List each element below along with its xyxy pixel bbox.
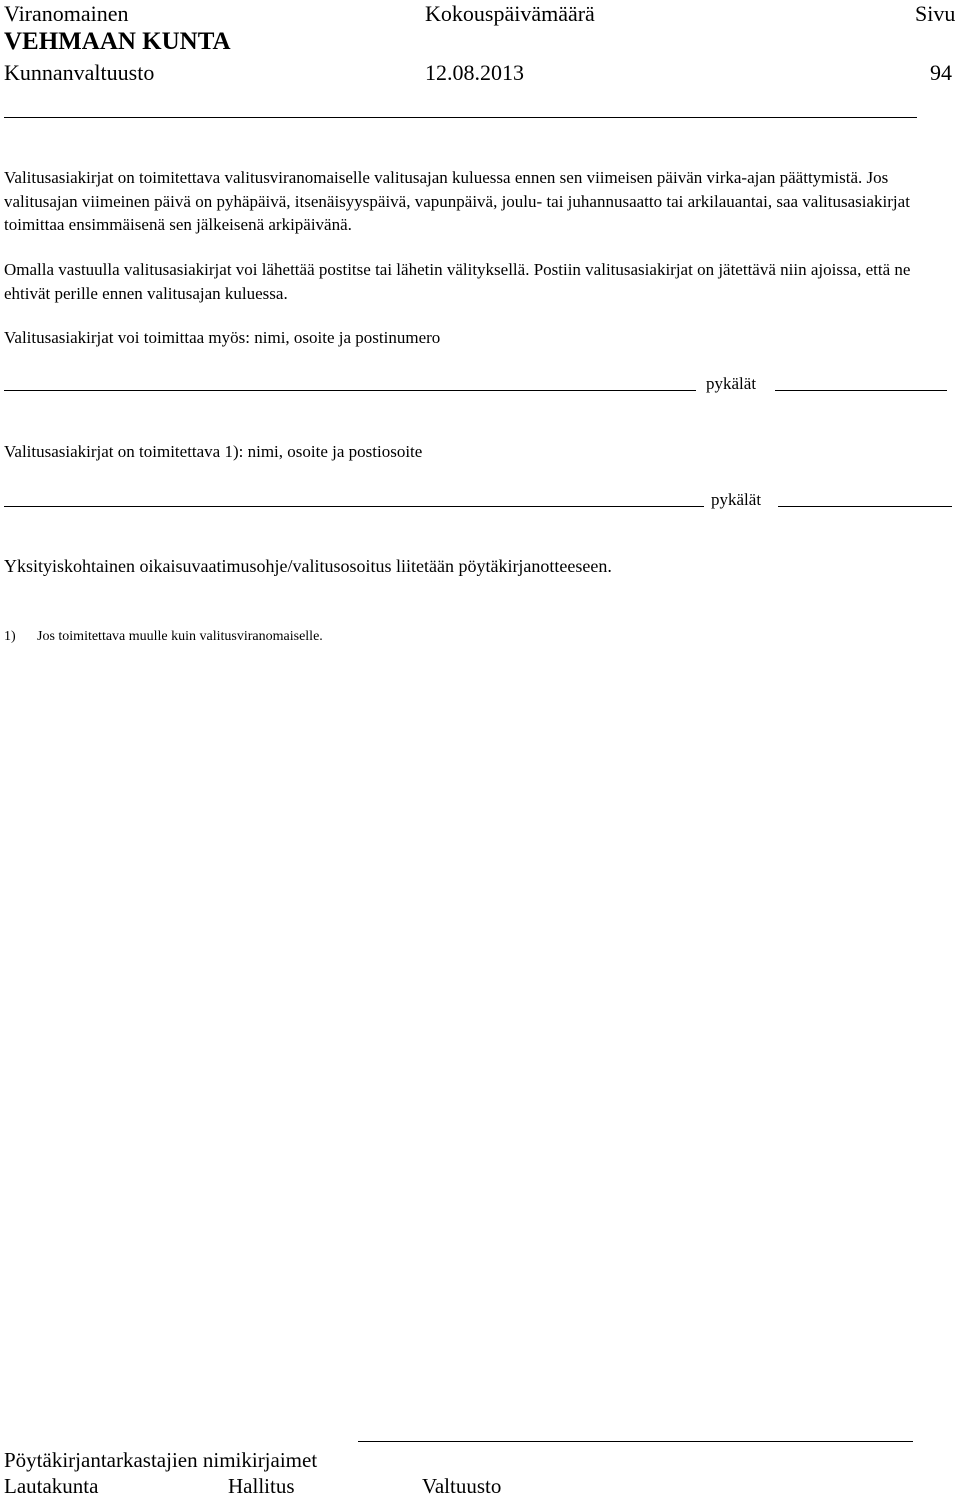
sections-label-2: pykälät (711, 490, 762, 509)
postal-delivery-paragraph: Omalla vastuulla valitusasiakirjat voi lähettää postitse tai lähetin välityksellä. Postiin valitusasiakirjat on jätettävä niin ajoissa, että ne ehtivät perille ennen valitusajan kuluessa. (4, 260, 911, 303)
initials-line (358, 1441, 913, 1442)
footer-council-label: Valtuusto (422, 1474, 502, 1498)
footnote-marker: 1) (4, 629, 16, 644)
footer-committee-label: Lautakunta (4, 1474, 99, 1498)
initials-title: Pöytäkirjantarkastajien nimikirjaimet (4, 1448, 318, 1472)
appeal-recipient-label: Valitusasiakirjat on toimitettava 1): nimi, osoite ja postiosoite (4, 442, 423, 461)
appeal-recipient-blank (4, 506, 704, 507)
sections-blank-2 (778, 506, 952, 507)
appeal-delivery-paragraph: Valitusasiakirjat on toimitettava valitusviranomaiselle valitusajan kuluessa ennen sen viimeisen päivän virka-ajan päättymistä. Jos valitusajan viimeinen päivä on pyhäpäivä, itsenäisyyspäivä, vapunpäivä, joulu- tai juhannusaatto tai arkilauantai, saa valitusasiakirjat toimittaa ensimmäisenä sen jälkeisenä arkipäivänä. (4, 168, 910, 234)
page-number: 94 (930, 60, 952, 85)
sections-blank-1 (775, 390, 947, 391)
header-divider (4, 117, 917, 118)
footnote-text: Jos toimitettava muulle kuin valitusviranomaiselle. (37, 629, 323, 644)
sections-label-1: pykälät (706, 374, 757, 393)
header-page-label: Sivu (915, 1, 956, 26)
header-authority-label: Viranomainen (4, 1, 129, 26)
alternative-recipient-blank (4, 390, 696, 391)
detailed-instructions-note: Yksityiskohtainen oikaisuvaatimusohje/valitusosoitus liitetään pöytäkirjanotteeseen. (4, 556, 612, 576)
meeting-date: 12.08.2013 (425, 60, 524, 85)
alternative-recipient-label: Valitusasiakirjat voi toimittaa myös: nimi, osoite ja postinumero (4, 328, 441, 347)
organization-name: VEHMAAN KUNTA (4, 28, 231, 55)
council-name: Kunnanvaltuusto (4, 60, 155, 85)
footer-board-label: Hallitus (228, 1474, 295, 1498)
header-meeting-date-label: Kokouspäivämäärä (425, 1, 595, 26)
